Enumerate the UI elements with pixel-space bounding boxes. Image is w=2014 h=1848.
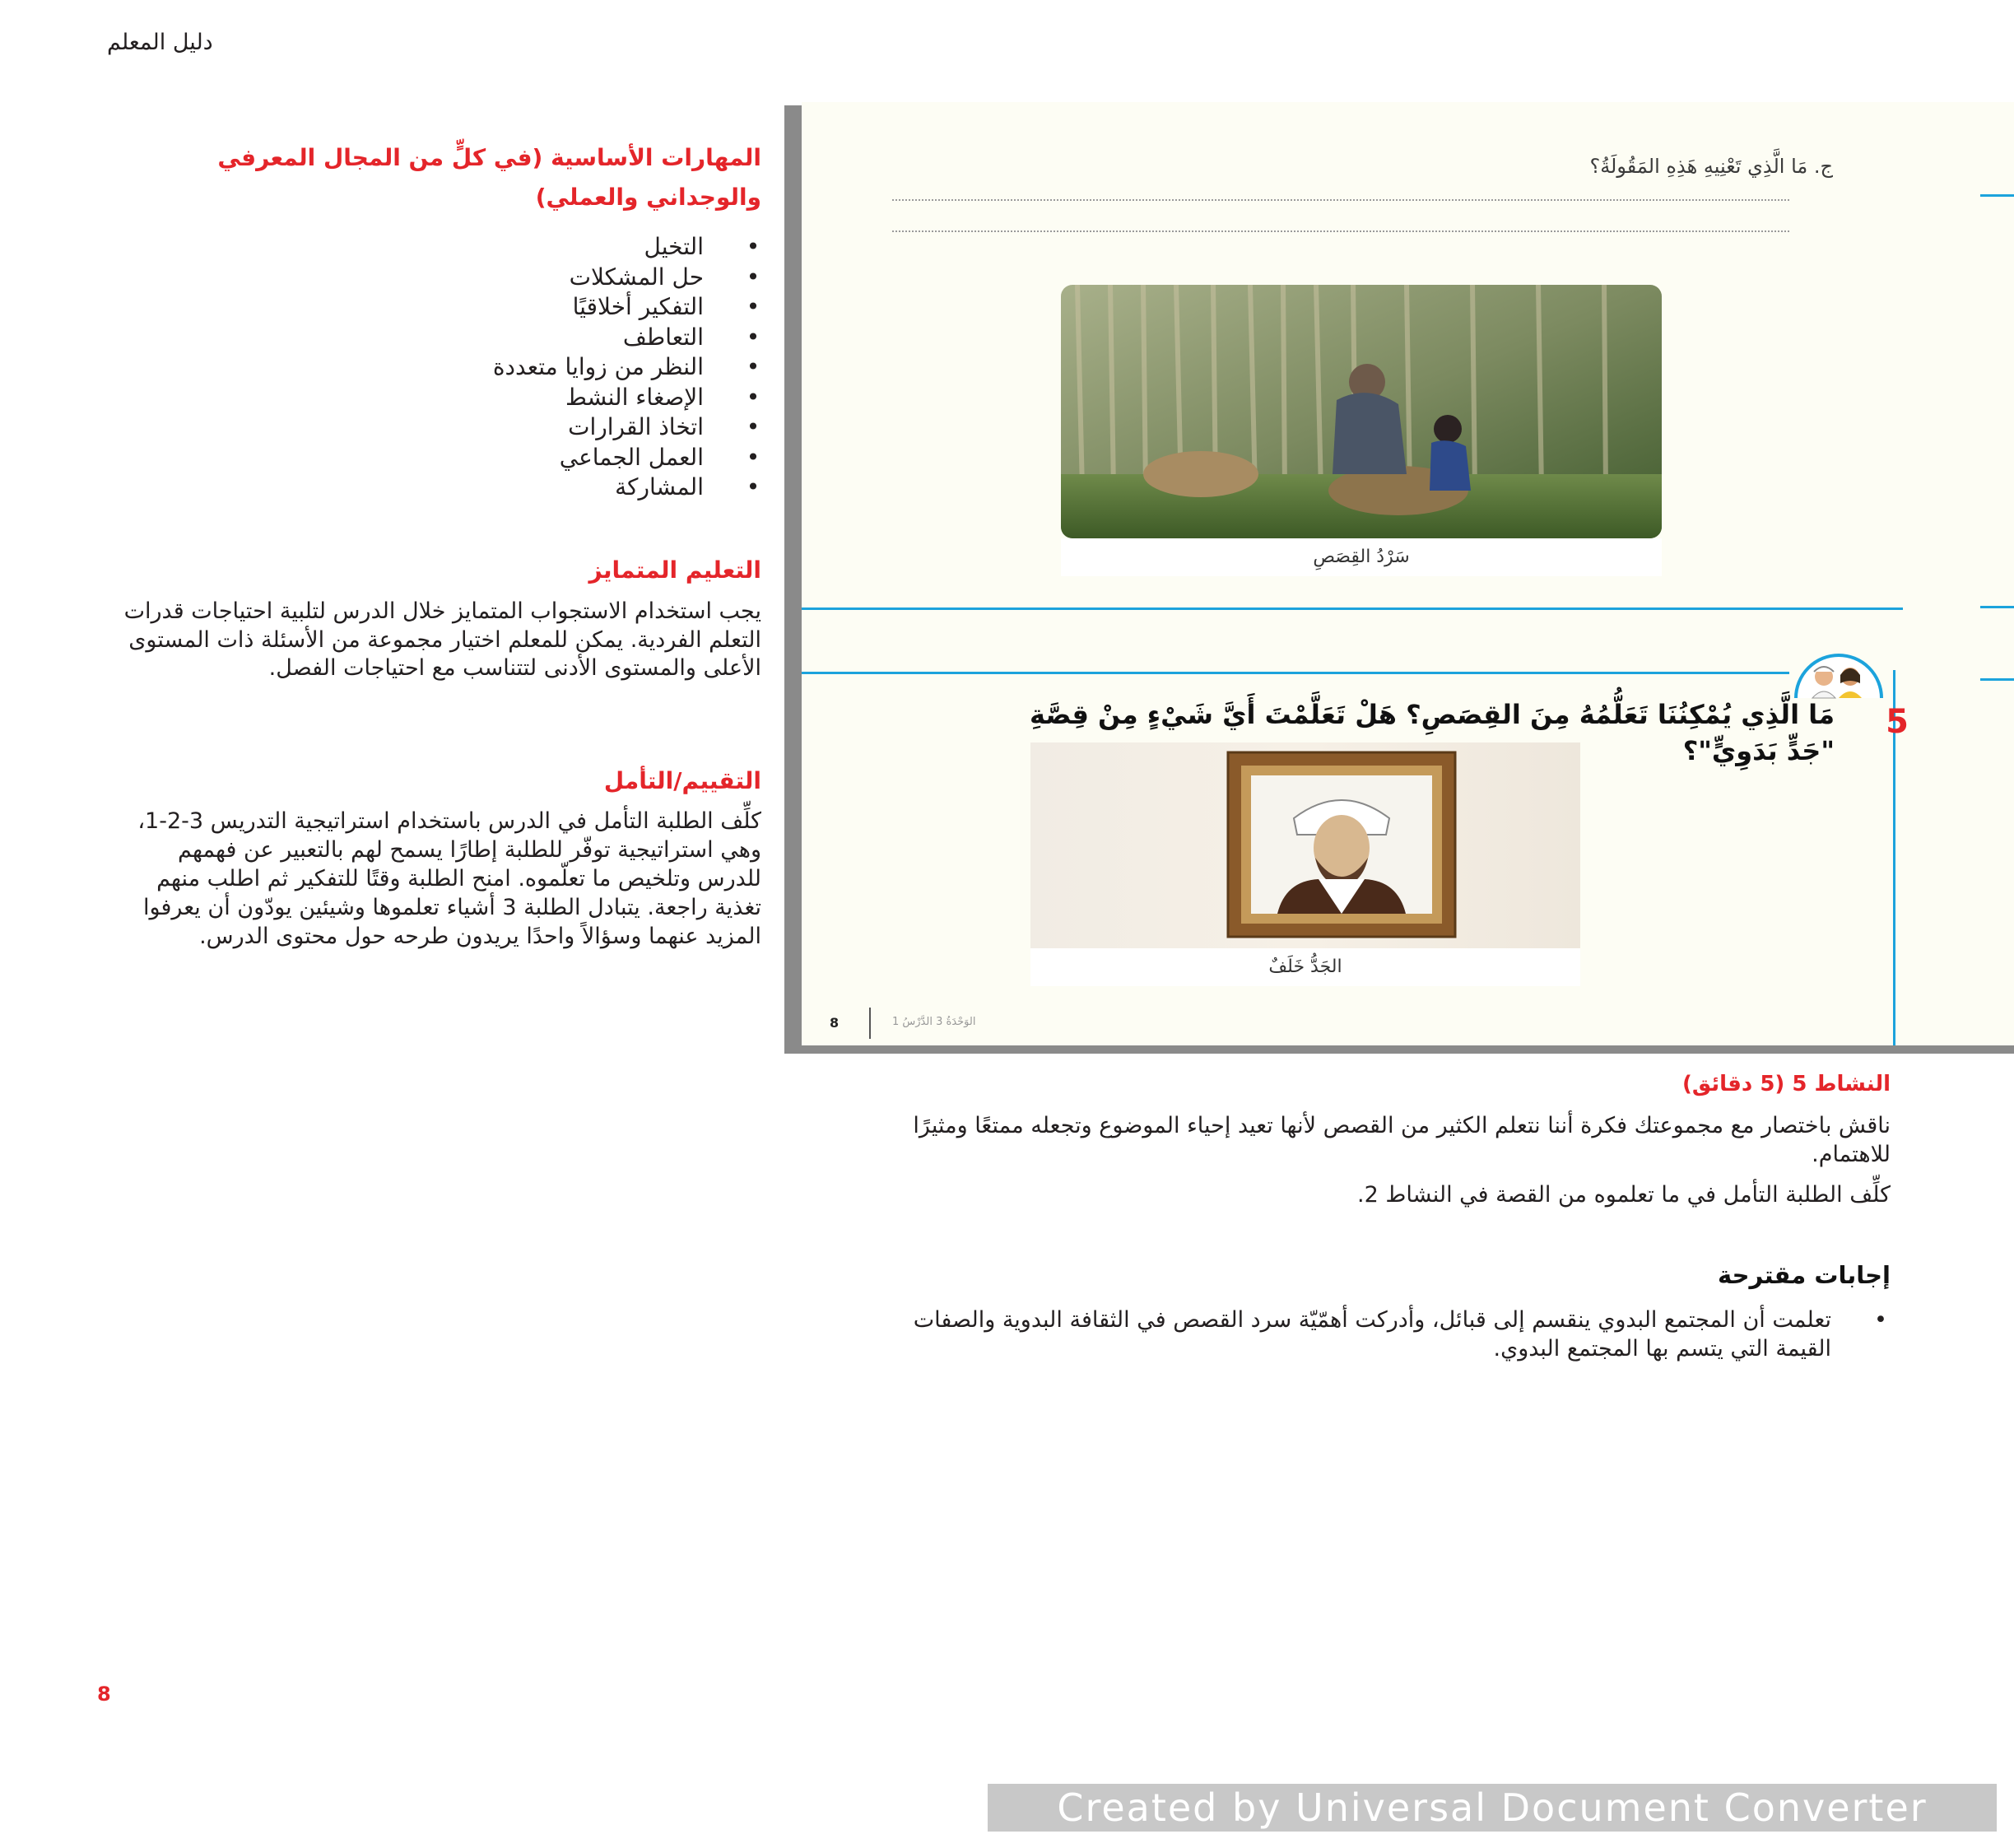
bullet-icon: • <box>746 443 760 471</box>
evaluation-heading: التقييم/التأمل <box>603 767 761 794</box>
footer-separator <box>869 1008 871 1039</box>
bullet-icon: • <box>746 413 760 440</box>
skill-label: التعاطف <box>622 323 704 351</box>
skill-label: الإصغاء النشط <box>565 383 704 411</box>
skill-label: التخيل <box>644 233 704 260</box>
skills-list <box>115 232 761 503</box>
activity-heading: النشاط 5 (5 دقائق) <box>1682 1072 1891 1096</box>
book-page-number: 8 <box>830 1015 840 1031</box>
skills-heading: المهارات الأساسية (في كلٍّ من المجال المعرفي والوجداني والعملي) <box>217 144 761 211</box>
watermark: Created by Universal Document Converter <box>988 1784 1997 1832</box>
bullet-icon: • <box>746 293 760 320</box>
list-item <box>115 352 761 383</box>
bullet-icon: • <box>1874 1307 1887 1333</box>
bullet-icon: • <box>746 263 760 291</box>
differentiation-body: يجب استخدام الاستجواب المتمايز خلال الدرس لتلبية احتياجات قدرات التعلم الفردية. يمكن للمعلم اختيار مجموعة من الأسئلة ذات المستوى الأعلى والمستوى الأدنى لتتناسب مع احتياجات الفصل. <box>123 598 761 681</box>
question-c: ج. مَا الَّذِي تَعْنِيهِ هَذِهِ المَقُولَةُ؟ <box>1589 155 1833 178</box>
storytelling-photo <box>1061 285 1662 538</box>
margin-tab-line <box>1980 678 2014 681</box>
lesson-reference: الوَحْدَةُ 3 الدَّرْسُ 1 <box>892 1016 976 1028</box>
student-book-page <box>802 102 2014 1045</box>
skill-label: المشاركة <box>615 473 704 500</box>
margin-tab-line <box>1980 194 2014 197</box>
storytelling-caption: سَرْدُ القِصَصِ <box>1061 538 1662 576</box>
skill-label: حل المشكلات <box>569 263 704 291</box>
activity-reflection: كلِّف الطلبة التأمل في ما تعلموه من القصة في النشاط 2. <box>1357 1182 1891 1208</box>
answers-heading: إجابات مقترحة <box>1718 1261 1891 1289</box>
list-item <box>115 383 761 413</box>
list-item <box>854 1306 1891 1363</box>
list-item <box>115 323 761 353</box>
bullet-icon: • <box>746 383 760 411</box>
skill-label: اتخاذ القرارات <box>568 413 704 440</box>
bullet-icon: • <box>746 353 760 380</box>
answer-text: تعلمت أن المجتمع البدوي ينقسم إلى قبائل، وأدركت أهمّيّة سرد القصص في الثقافة البدوية والصفات القيمة التي يتسم بها المجتمع البدوي. <box>913 1307 1831 1362</box>
differentiation-heading: التعليم المتمايز <box>588 556 761 584</box>
list-item <box>115 472 761 503</box>
list-item <box>115 443 761 473</box>
answers-list <box>854 1306 1891 1363</box>
guide-title: دليل المعلم <box>107 30 213 55</box>
answer-line <box>892 199 1789 201</box>
bullet-icon: • <box>746 473 760 500</box>
question-5-number: 5 <box>1886 703 1909 741</box>
activity-instructions: ناقش باختصار مع مجموعتك فكرة أننا نتعلم الكثير من القصص لأنها تعيد إحياء الموضوع وتجعله ممتعًا ومثيرًا للاهتمام. <box>913 1113 1891 1167</box>
bullet-icon: • <box>746 323 760 351</box>
skill-label: التفكير أخلاقيًا <box>572 293 704 320</box>
bullet-icon: • <box>746 233 760 260</box>
skill-label: النظر من زوايا متعددة <box>492 353 704 380</box>
section-divider <box>802 607 1903 610</box>
grandfather-portrait <box>1030 742 1580 948</box>
margin-tab-line <box>1980 606 2014 608</box>
list-item <box>115 263 761 293</box>
list-item <box>115 232 761 263</box>
question-5-text: مَا الَّذِي يُمْكِنُنَا تَعَلُّمُهُ مِنَ القِصَصِ؟ هَلْ تَعَلَّمْتَ أَيَّ شَيْءٍ مِنْ قِصَّةِ "جَدٍّ بَدَوِيٍّ"؟ <box>1030 699 1835 766</box>
list-item <box>115 292 761 323</box>
page-number: 8 <box>97 1683 111 1706</box>
answer-line <box>892 230 1789 232</box>
list-item <box>115 412 761 443</box>
evaluation-body: كلِّف الطلبة التأمل في الدرس باستخدام استراتيجية التدريس 3-2-1، وهي استراتيجية توفّر للطلبة إطارًا يسمح لهم بالتعبير عن فهمهم للدرس وتلخيص ما تعلّموه. امنح الطلبة وقتًا للتفكير ثم اطلب منهم تغذية راجعة. يتبادل الطلبة 3 أشياء تعلموها وشيئين يودّون أن يعرفوا المزيد عنهما وسؤالاً واحدًا يريدون طرحه حول محتوى الدرس. <box>137 808 761 949</box>
grandfather-caption: الجَدُّ خَلَفٌ <box>1030 948 1580 986</box>
skill-label: العمل الجماعي <box>559 443 704 471</box>
